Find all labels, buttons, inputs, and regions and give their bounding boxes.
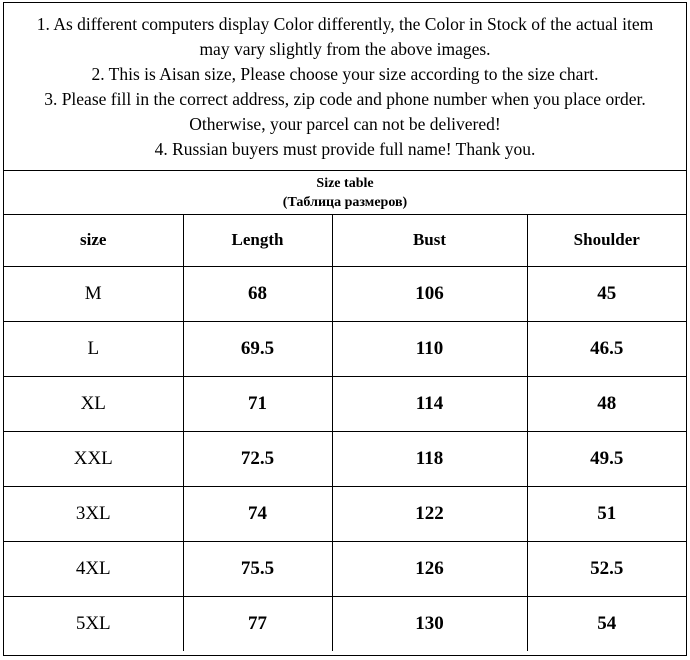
size-table-header-row — [4, 215, 686, 266]
note-line: Otherwise, your parcel can not be delivered! — [189, 114, 501, 134]
size-table — [4, 215, 686, 651]
table-row — [4, 596, 686, 651]
bust-cell: 110 — [332, 321, 527, 376]
header-bust: Bust — [332, 215, 527, 266]
bust-cell: 130 — [332, 596, 527, 651]
shoulder-cell: 51 — [527, 486, 686, 541]
shoulder-cell: 48 — [527, 376, 686, 431]
table-row — [4, 486, 686, 541]
bust-cell: 126 — [332, 541, 527, 596]
shoulder-cell: 54 — [597, 612, 617, 634]
table-row — [4, 431, 686, 486]
size-cell: 5XL — [4, 596, 183, 651]
size-cell: 3XL — [4, 486, 183, 541]
length-cell: 71 — [183, 376, 332, 431]
note-line: 1. As different computers display Color differently, the Color in Stock of the actual item — [36, 14, 654, 34]
size-cell: XL — [4, 376, 183, 431]
size-info-sheet — [3, 2, 687, 656]
table-row — [4, 541, 686, 596]
header-shoulder: Shoulder — [527, 215, 686, 266]
size-cell: M — [4, 266, 183, 321]
shoulder-cell: 45 — [527, 266, 686, 321]
bust-cell: 106 — [332, 266, 527, 321]
length-cell: 69.5 — [183, 321, 332, 376]
size-table-caption — [4, 171, 686, 215]
bust-cell: 122 — [332, 486, 527, 541]
size-table-subtitle: (Таблица размеров) — [282, 195, 408, 210]
size-table-title: Size table — [316, 176, 374, 191]
note-line: 2. This is Aisan size, Please choose your size according to the size chart. — [91, 64, 599, 84]
bust-cell: 118 — [332, 431, 527, 486]
length-cell: 77 — [183, 596, 332, 651]
size-cell: L — [4, 321, 183, 376]
size-cell: XXL — [4, 431, 183, 486]
note-line: 3. Please fill in the correct address, zip code and phone number when you place order. — [44, 89, 646, 109]
length-cell: 68 — [183, 266, 332, 321]
bust-cell: 114 — [332, 376, 527, 431]
note-line: may vary slightly from the above images. — [199, 39, 491, 59]
length-cell: 72.5 — [183, 431, 332, 486]
table-row — [4, 321, 686, 376]
header-length: Length — [183, 215, 332, 266]
table-row — [4, 266, 686, 321]
note-line: 4. Russian buyers must provide full name! Thank you. — [154, 139, 536, 159]
shoulder-cell: 46.5 — [527, 321, 686, 376]
length-cell: 75.5 — [183, 541, 332, 596]
table-row — [4, 376, 686, 431]
header-size: size — [4, 215, 183, 266]
shoulder-cell: 52.5 — [527, 541, 686, 596]
size-cell: 4XL — [4, 541, 183, 596]
length-cell: 74 — [183, 486, 332, 541]
shoulder-cell: 49.5 — [527, 431, 686, 486]
purchase-notes — [4, 3, 686, 171]
